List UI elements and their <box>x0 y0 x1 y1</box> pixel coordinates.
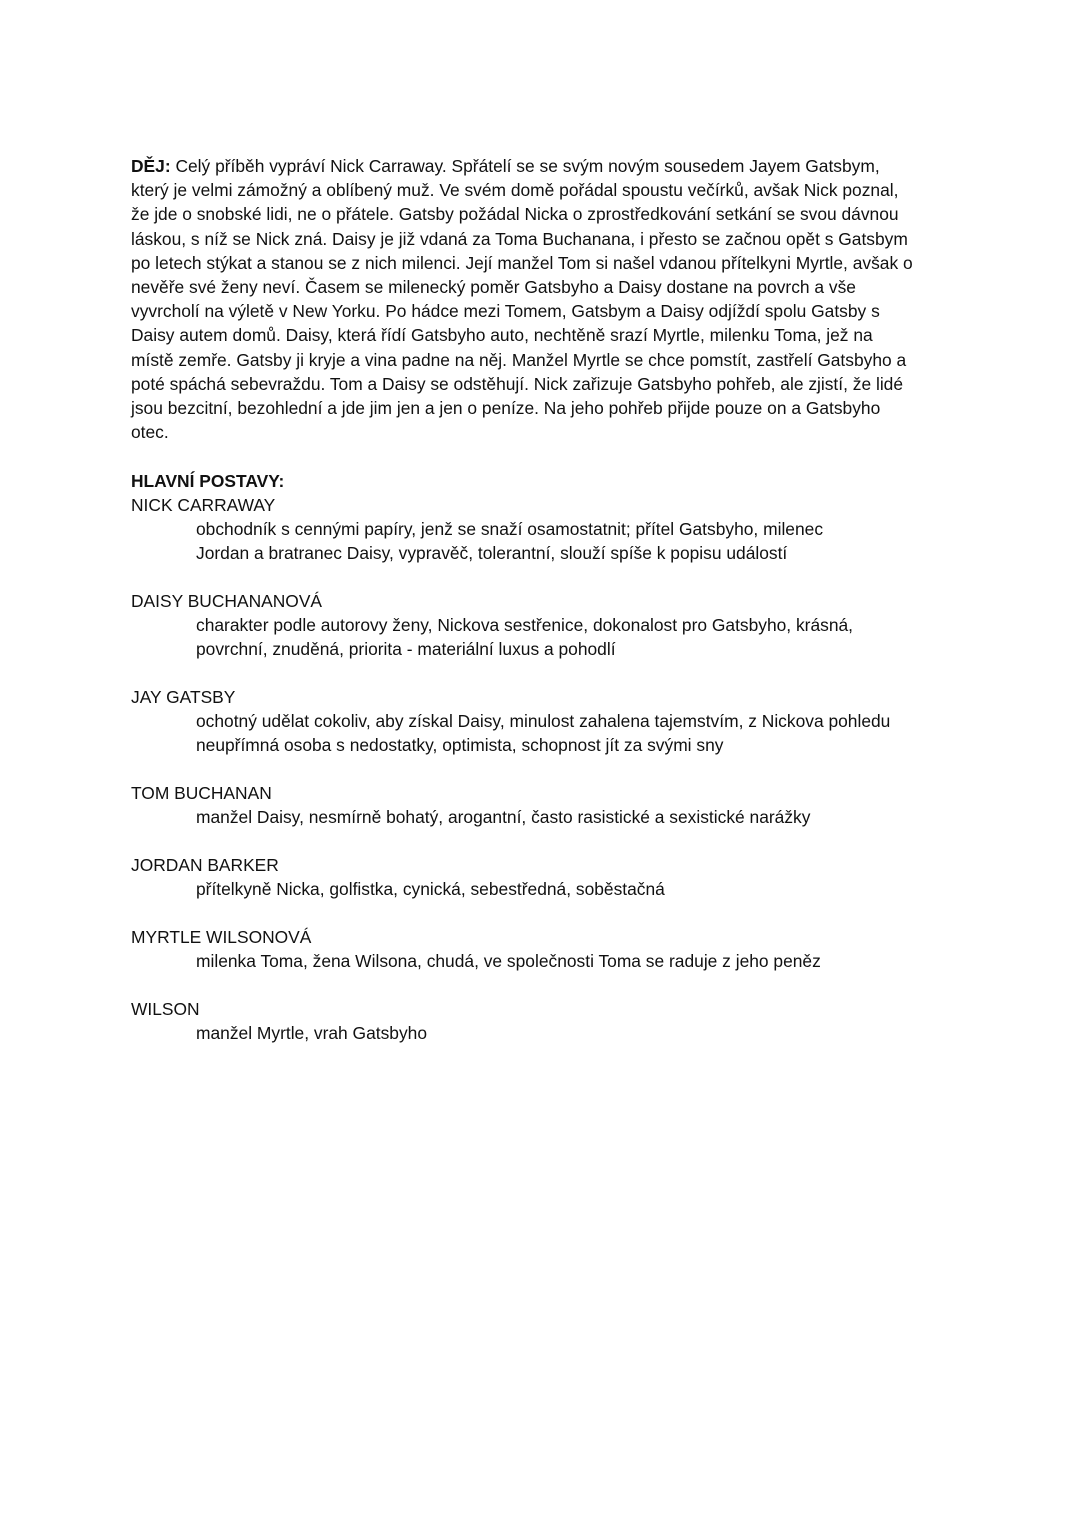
character-entry <box>131 997 961 1045</box>
character-name: NICK CARRAWAY <box>131 494 276 515</box>
plot-line: otec. <box>131 422 169 443</box>
plot-line: po letech stýkat a stanou se z nich milenci. Její manžel Tom si našel vdanou přítelkyni Myrtle, avšak o <box>131 252 913 273</box>
character-description: charakter podle autorovy ženy, Nickova sestřenice, dokonalost pro Gatsbyho, krásná, <box>196 615 853 636</box>
character-description: přítelkyně Nicka, golfistka, cynická, sebestředná, soběstačná <box>196 879 665 900</box>
character-name: DAISY BUCHANANOVÁ <box>131 590 323 611</box>
character-entry <box>131 589 961 662</box>
plot-line <box>131 154 961 178</box>
character-name: JORDAN BARKER <box>131 855 279 876</box>
characters-section <box>131 469 961 1046</box>
character-name: WILSON <box>131 998 200 1019</box>
character-entry <box>131 493 961 566</box>
character-description: Jordan a bratranec Daisy, vypravěč, tolerantní, slouží spíše k popisu událostí <box>196 543 788 564</box>
character-description: povrchní, znuděná, priorita - materiální luxus a pohodlí <box>196 639 616 660</box>
character-description: manžel Myrtle, vrah Gatsbyho <box>196 1023 427 1044</box>
plot-text: Celý příběh vypráví Nick Carraway. Spřátelí se se svým novým sousedem Jayem Gatsbym, <box>170 156 880 176</box>
document-page <box>131 154 961 1069</box>
plot-line: jsou bezcitní, bezohlední a jde jim jen a jen o peníze. Na jeho pohřeb přijde pouze on a Gatsbyho <box>131 398 881 419</box>
plot-line: že jde o snobské lidi, ne o přátele. Gatsby požádal Nicka o zprostředkování setkání se svou dávnou <box>131 204 899 225</box>
character-entry <box>131 781 961 829</box>
plot-line: místě zemře. Gatsby ji kryje a vina padne na něj. Manžel Myrtle se chce pomstít, zastřelí Gatsbyho a <box>131 349 907 370</box>
section-spacer <box>131 444 961 468</box>
plot-line: nevěře své ženy neví. Časem se milenecký poměr Gatsbyho a Daisy dostane na povrch a vše <box>131 277 856 298</box>
character-name: TOM BUCHANAN <box>131 783 272 804</box>
character-entry <box>131 925 961 973</box>
character-description: obchodník s cennými papíry, jenž se snaží osamostatnit; přítel Gatsbyho, milenec <box>196 519 824 540</box>
character-entry <box>131 853 961 901</box>
character-description: neupřímná osoba s nedostatky, optimista, schopnost jít za svými sny <box>196 735 724 756</box>
character-name: MYRTLE WILSONOVÁ <box>131 926 312 947</box>
character-name: JAY GATSBY <box>131 687 236 708</box>
plot-line: vyvrcholí na výletě v New Yorku. Po hádce mezi Tomem, Gatsbym a Daisy odjíždí spolu Gatsby s <box>131 301 880 322</box>
character-description: milenka Toma, žena Wilsona, chudá, ve společnosti Toma se raduje z jeho peněz <box>196 951 821 972</box>
plot-line: láskou, s níž se Nick zná. Daisy je již vdaná za Toma Buchanana, i přesto se začnou opět s Gatsbym <box>131 228 908 249</box>
character-description: ochotný udělat cokoliv, aby získal Daisy, minulost zahalena tajemstvím, z Nickova pohledu <box>196 711 891 732</box>
plot-label: DĚJ: <box>131 156 171 176</box>
plot-section <box>131 154 961 444</box>
character-description: manžel Daisy, nesmírně bohatý, arogantní, často rasistické a sexistické narážky <box>196 807 811 828</box>
plot-line: Daisy autem domů. Daisy, která řídí Gatsbyho auto, nechtěně srazí Myrtle, milenku Toma, jež na <box>131 325 873 346</box>
plot-line: který je velmi zámožný a oblíbený muž. Ve svém domě pořádal spoustu večírků, avšak Nick poznal, <box>131 180 899 201</box>
character-entry <box>131 685 961 758</box>
characters-heading: HLAVNÍ POSTAVY: <box>131 470 285 491</box>
plot-line: poté spáchá sebevraždu. Tom a Daisy se odstěhují. Nick zařizuje Gatsbyho pohřeb, ale zjistí, že lidé <box>131 373 904 394</box>
